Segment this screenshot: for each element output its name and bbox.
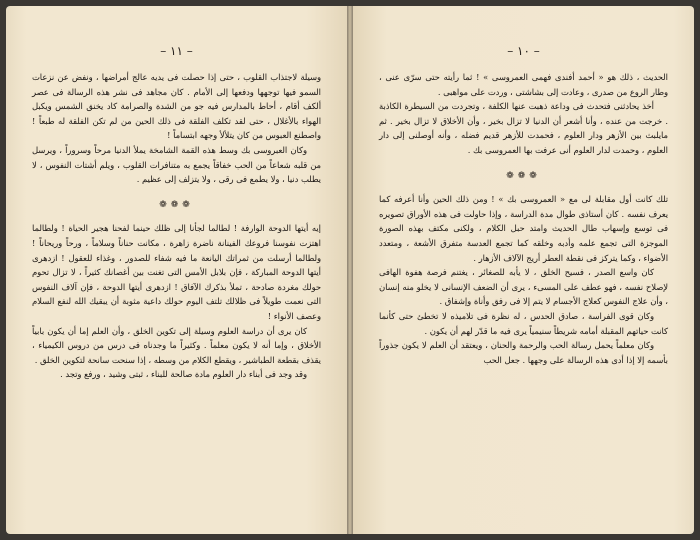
paragraph: كان واسع الصدر ، فسيح الخلق ، لا يأبه للصغائر ، يغتنم فرصة هفوة الهافى لإصلاح نفسه ، فهو عطف على المسىء ، يرى أن الضعف الإنسانى لا يخلو منه إنسان ، وأن علاج النفوس كعلاج الأجسام لا يتم إلا فى رفق وأناة وإشفاق . <box>379 267 668 307</box>
page-body <box>32 70 321 382</box>
paragraph: كان يرى أن دراسة العلوم وسيلة إلى تكوين الخلق ، وأن العلم إما أن يكون بابياً الأخلاق ، وإما أنه لا يكون معلماً . وكثيراً ما وجدناه فى درس من دروس الكيمياء ، يقذف بقطعة الطباشير ، ويقطع الكلام من وسطه ، إذا سنحت سانحة لتكوين الخلق . <box>32 325 321 365</box>
page-number: – ١٠ – <box>507 44 540 58</box>
paragraph: أخذ يحادثنى فتحدث فى وداعة ذهبت عنها الكلفة ، وتجردت من السيطرة الكاذبة . خرجت من عنده ، وأنا أشعر أن الدنيا لا تزال بخير ، وأن الأخلاق لا تزال بخير . ثم مايلبث بين الأزهر ودار العلوم ، فحمدت للأزهر قديم فضله ، وأنه أوصلنى إلى دار العلوم ، وحمدت لدار العلوم أنى عرفت بها العمروسى بك . <box>379 101 668 155</box>
paragraph: وكان العبروسى بك وسط هذه القمة الشامخة يملأ الدنيا مرحاً وسروراً ، ويرسل من قلبه شعاعاً من الحب خفاقاً يجمع به متنافرات القلوب ، ويلم أشتات النفوس ، لا يطلب دنيا ، ولا يطمع فى رقى ، ولا يتزلف إلى عظيم . <box>32 144 321 185</box>
paragraph: وكان معلماً يحمل رسالة الحب والرحمة والحنان ، ويعتقد أن العلم لا يكون جذوراً بأسمه إلا إذا أدى هذه الرسالة على وجهها . جعل الحب <box>379 340 668 365</box>
page-body <box>379 70 668 367</box>
paragraph: تلك كانت أول مقابلة لى مع « العمروسى بك » ! ومن ذلك الحين وأنا أعرفه كما يعرف نفسه . كان أستاذى طوال مدة الدراسة ، وإذا حاولت فى هذه الأوراق تصويره فى توسع وإسهاب طال الحديث وامتد حبل الكلام ، ولكنى مكتف بهذه الصورة الموجزة التى تجمع علمه وأدبه وخلقه كما تجمع العدسة متفرق الأشعة ، ومتعدد الأضواء ، وكما يتركز فى نقطة العطر أريج الآلاف الأزهار . <box>379 194 668 263</box>
page-number: – ١١ – <box>160 44 193 58</box>
paragraph: الحديث ، ذلك هو « أحمد أفندى فهمى العمروسى » ! ثما رأيته حتى سرّى عنى ، وطار الروع من صدرى ، وعادت إلى بشاشتى ، وردت على مواهبى . <box>379 72 668 97</box>
open-book <box>6 6 694 534</box>
right-page <box>353 6 694 534</box>
paragraph: وقد وجد فى أبناء دار العلوم مادة صالحة للبناء ، ثبتى وشيد ، ورفع وتجد . <box>60 369 307 380</box>
paragraph: وسيلة لاجتذاب القلوب ، حتى إذا حصلت فى يديه عالج أمراضها ، ونفض عن نزعات السمو فيها توجهها ودفعها إلى الأمام . كان مجاهد فى نشر هذه الرسالة فى عصر ألكف أقام ، أحاط بالمدارس فيه جو من الشدة والصرامة كاد يخنق الشمس ويكبل الهواء بالأغلال ، حتى لقد تكلف الفلقة فى ذلك الحين من لم تكن الفلقة له طبعاً ! واصطنع العبوس من كان يتلألأ وجهه ابتساماً ! <box>32 72 321 141</box>
section-separator: ❁❁❁ <box>506 170 541 181</box>
paragraph: إيه أيتها الدوحة الوارفة ! لطالما لجأنا إلى ظلك حينما لفحنا هجير الحياة ! ولطالما اهتزت نفوسنا فروعك الفينانة ناضرة زاهرة ، مكانت حناناً وسلاماً ، ورحاً وريحاناً ! ولطالما أرسلت من ثمراتك اليانعة ما فيه شفاء للصدور ، وغذاء للعقول ! ازدهرى أيتها الدوحة المباركة ، فإن بلابل الأمس التى تغنت بين أغصانك كثيراً ، لا تزال تحوم حولك مغردة صادحة ، تملأ بذكرك الآفاق ! ازدهرى أيتها الدوحة ، فإن آلاف النفوس التى نعمت طويلاً فى ظلالك تلتف اليوم حولك داعية مثوبة أن يبقيك الله لنفع السلام وعصف الأنواء ! <box>32 223 321 321</box>
left-page <box>6 6 347 534</box>
section-separator: ❁❁❁ <box>159 199 194 210</box>
paragraph: وكان قوى الفراسة ، صادق الحدس ، له نظرة فى تلاميذه لا تخطئ حتى كأنما كانت حياتهم المقبلة أمامه شريطاً سنيمياً يرى فيه ما قدّر لهم أن يكون . <box>379 310 668 336</box>
